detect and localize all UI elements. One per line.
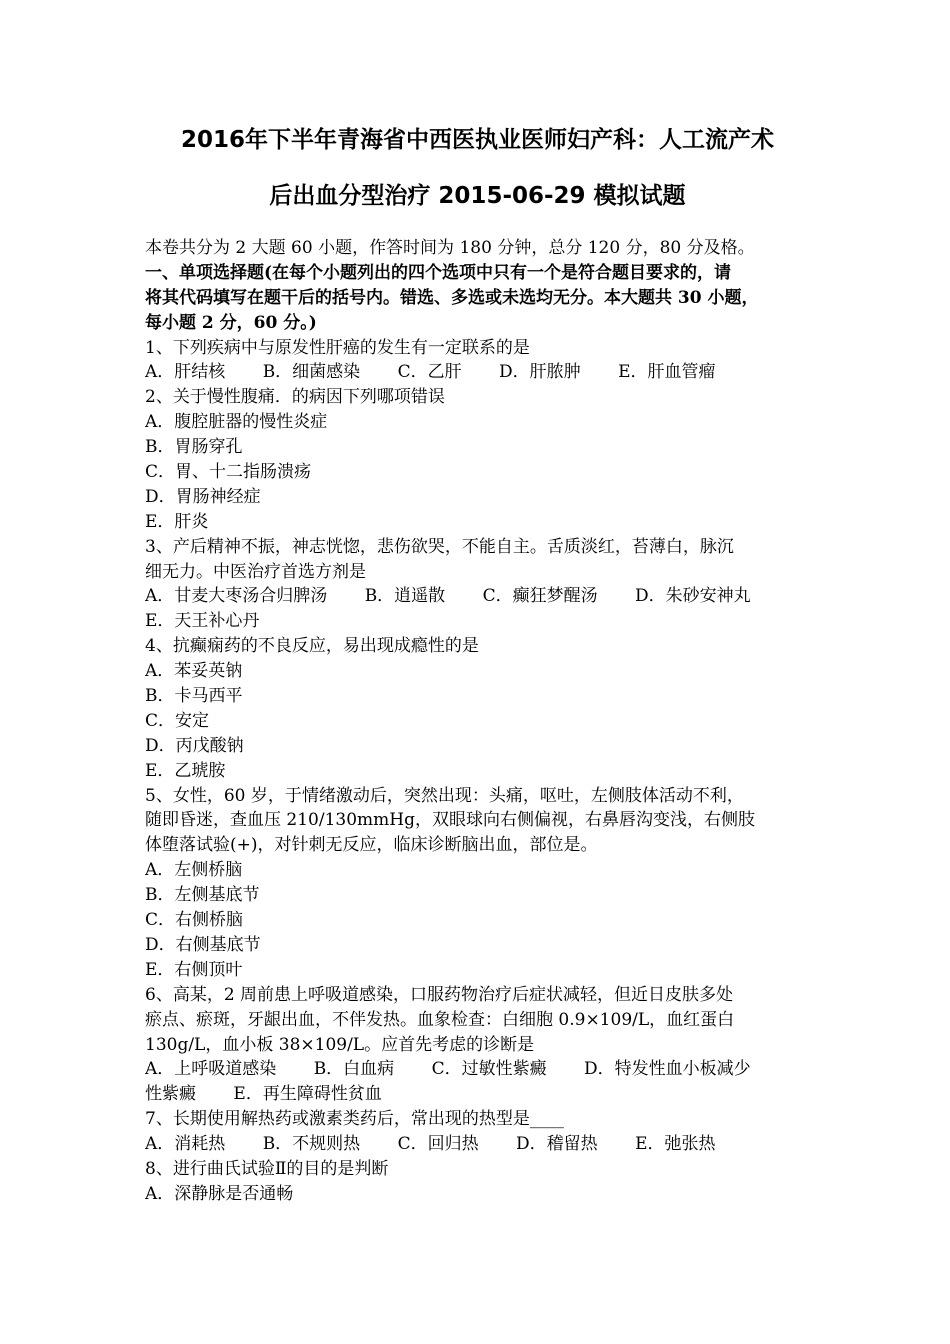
option: B．卡马西平 <box>145 686 243 707</box>
option: D．稽留热 <box>516 1134 598 1155</box>
option: E．乙琥胺 <box>145 760 226 781</box>
question-4-stem: 4、抗癫痫药的不良反应，易出现成瘾性的是 <box>145 636 479 657</box>
option: D．肝脓肿 <box>499 362 581 383</box>
option: E．右侧顶叶 <box>145 959 243 980</box>
document-title <box>145 112 810 224</box>
option: A．上呼吸道感染 <box>145 1059 277 1080</box>
title-line-1: 2016年下半年青海省中西医执业医师妇产科：人工流产术 <box>180 127 774 153</box>
option: C．回归热 <box>397 1134 479 1155</box>
option: C．安定 <box>145 710 210 731</box>
option: C．胃、十二指肠溃疡 <box>145 462 312 483</box>
option: A．消耗热 <box>145 1134 226 1155</box>
option: D．胃肠神经症 <box>145 486 261 507</box>
question-1-options <box>145 360 810 385</box>
question-3-stem-line: 3、产后精神不振，神志恍惚，悲伤欲哭，不能自主。舌质淡红，苔薄白，脉沉 <box>145 536 734 557</box>
option: E．再生障碍性贫血 <box>233 1084 382 1105</box>
question-5-stem-line: 5、女性，60 岁，于情绪激动后，突然出现：头痛，呕吐，左侧肢体活动不利， <box>145 785 744 806</box>
option: D．特发性血小板减少 <box>584 1059 751 1080</box>
question-3-options <box>145 584 810 609</box>
option: B．左侧基底节 <box>145 885 260 906</box>
option: B．胃肠穿孔 <box>145 437 243 458</box>
option: B．逍遥散 <box>364 586 446 607</box>
option: C．右侧桥脑 <box>145 910 244 931</box>
option: D．右侧基底节 <box>145 934 261 955</box>
option: A．左侧桥脑 <box>145 860 243 881</box>
question-3-stem-line: 细无力。中医治疗首选方剂是 <box>145 561 366 582</box>
option: 性紫癜 <box>145 1084 196 1105</box>
option: A．苯妥英钠 <box>145 661 243 682</box>
section-heading-line-3: 每小题 2 分，60 分。) <box>145 312 317 333</box>
question-6-stem-line: 130g/L，血小板 38×109/L。应首先考虑的诊断是 <box>145 1034 535 1055</box>
question-6-stem-line: 瘀点、瘀斑，牙龈出血，不伴发热。血象检查：白细胞 0.9×109/L，血红蛋白 <box>145 1009 735 1030</box>
section-heading-line-2: 将其代码填写在题干后的括号内。错选、多选或未选均无分。本大题共 30 小题， <box>145 287 759 308</box>
exam-intro: 本卷共分为 2 大题 60 小题，作答时间为 180 分钟，总分 120 分，80 分及格。 <box>145 238 755 258</box>
option: E．肝血管瘤 <box>618 362 716 383</box>
document-body <box>145 236 810 1207</box>
question-6-options <box>145 1057 810 1082</box>
option: E．天王补心丹 <box>145 611 260 632</box>
question-7-options <box>145 1132 810 1157</box>
option: C．过敏性紫癜 <box>431 1059 547 1080</box>
option: B．不规则热 <box>262 1134 361 1155</box>
question-8-stem: 8、进行曲氏试验Ⅱ的目的是判断 <box>145 1158 389 1179</box>
option: E．肝炎 <box>145 511 209 532</box>
question-7-stem: 7、长期使用解热药或激素类药后，常出现的热型是____ <box>145 1109 564 1130</box>
title-line-2: 后出血分型治疗 2015-06-29 模拟试题 <box>269 183 686 209</box>
option: D．朱砂安神丸 <box>635 586 751 607</box>
question-2-stem: 2、关于慢性腹痛．的病因下列哪项错误 <box>145 387 445 408</box>
option: A．腹腔脏器的慢性炎症 <box>145 412 328 433</box>
question-5-stem-line: 体堕落试验(+)，对针刺无反应，临床诊断脑出血，部位是。 <box>145 835 598 856</box>
question-6-stem-line: 6、高某，2 周前患上呼吸道感染，口服药物治疗后症状减轻，但近日皮肤多处 <box>145 984 734 1005</box>
question-6-options-continued <box>145 1082 810 1107</box>
option: B．细菌感染 <box>262 362 361 383</box>
option: A．深静脉是否通畅 <box>145 1183 294 1204</box>
option: A．甘麦大枣汤合归脾汤 <box>145 586 328 607</box>
option: C．乙肝 <box>397 362 462 383</box>
section-heading-line-1: 一、单项选择题(在每个小题列出的四个选项中只有一个是符合题目要求的，请 <box>145 262 732 283</box>
option: C．癫狂梦醒汤 <box>482 586 598 607</box>
question-5-stem-line: 随即昏迷，查血压 210/130mmHg，双眼球向右侧偏视，右鼻唇沟变浅，右侧肢 <box>145 810 755 831</box>
option: D．丙戊酸钠 <box>145 735 244 756</box>
option: E．弛张热 <box>635 1134 716 1155</box>
question-1-stem: 1、下列疾病中与原发性肝癌的发生有一定联系的是 <box>145 337 530 358</box>
option: B．白血病 <box>313 1059 395 1080</box>
option: A．肝结核 <box>145 362 226 383</box>
